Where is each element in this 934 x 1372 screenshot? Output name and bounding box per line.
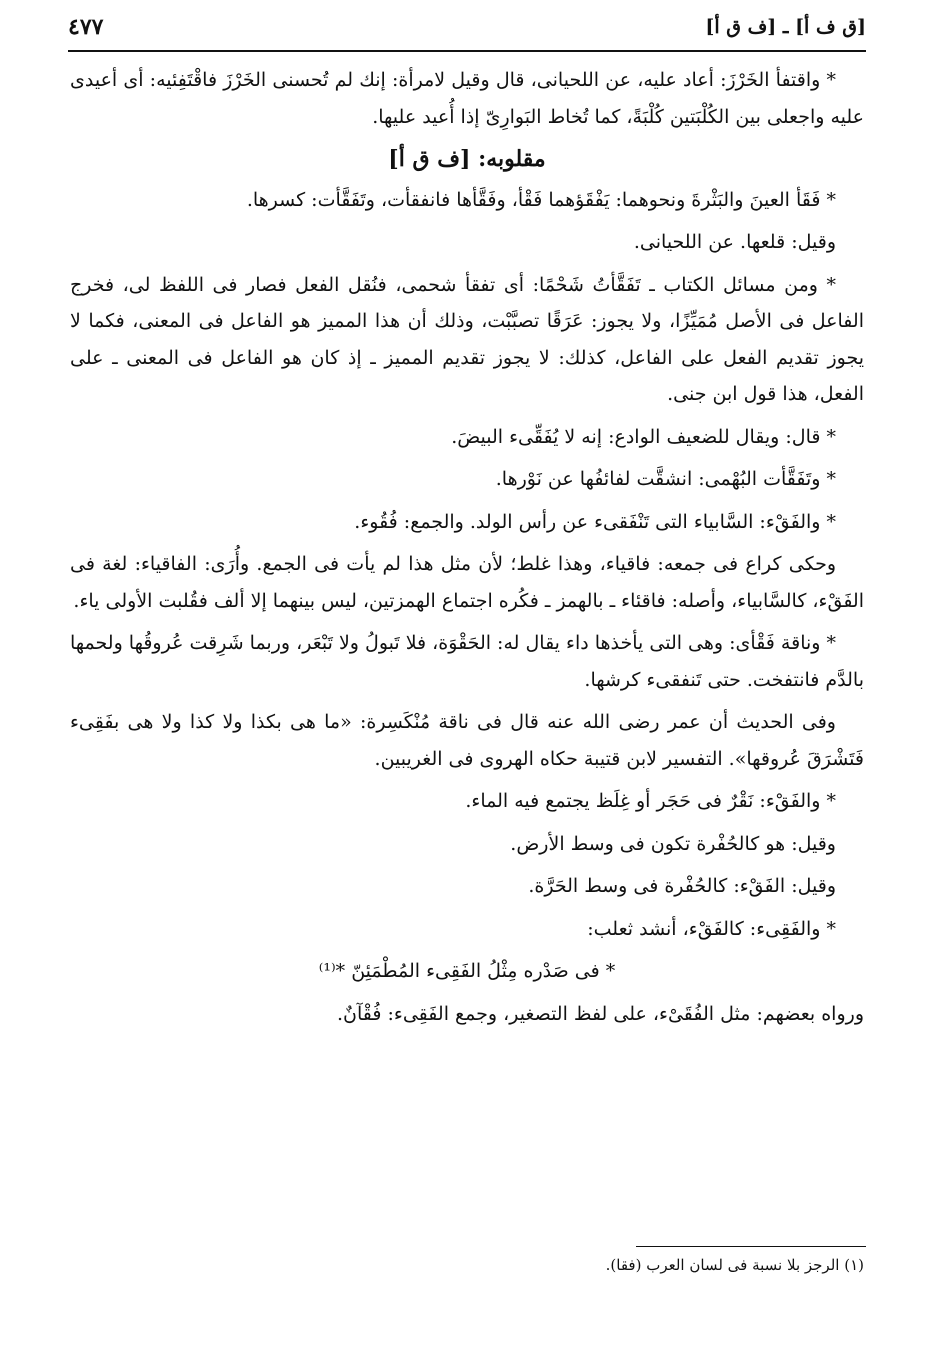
paragraph-hadith: وفى الحديث أن عمر رضى الله عنه قال فى ناقة مُنْكَسِرة: «ما هى بكذا ولا كذا ولا هى بفَقِىء فَتَشْرَقَ عُروقها». التفسير لابن قتيبة حكاه الهروى فى الغريبين. bbox=[70, 711, 864, 770]
verse-line: * فى صَدْره مِثْلُ الفَقِىء المُطْمَئِنّ *⁽¹⁾ bbox=[318, 960, 616, 982]
paragraph-naqr: * والفَقْء: نَقْرٌ فى حَجَر أو غِلَظ يجتمع فيه الماء. bbox=[465, 790, 836, 812]
paragraph-kura: وحكى كراع فى جمعه: فاقياء، وهذا غلط؛ لأن مثل هذا لم يأت فى الجمع. وأُرَى: الفاقياء: لغة فى الفَقْء، كالسَّابياء، وأصله: فاقئاء ـ بالهمز ـ فكُره اجتماع الهمزتين، ليس بينهما إلا ألف فقُلبت الأولى ياء. bbox=[70, 553, 864, 612]
footnote: (١) الرجز بلا نسبة فى لسان العرب (فقا). bbox=[605, 1256, 864, 1274]
paragraph-buhma: * وتَفَقَّأت البُهْمى: انشقَّت لفائفُها عن نَوْرها. bbox=[495, 468, 836, 490]
main-text bbox=[70, 62, 864, 1038]
paragraph-faq: * والفَقْء: السَّابياء التى تَنْفَقىء عن رأس الولد. والجمع: فُقُوء. bbox=[354, 510, 836, 533]
page-number: ٤٧٧ bbox=[68, 14, 104, 40]
paragraph-qalaha: وقيل: قلعها. عن اللحيانى. bbox=[633, 231, 836, 253]
paragraph-iqtafa: * واقتفأ الخَرْزَ: أعاد عليه، عن اللحيانى، قال وقيل لامرأة: إنك لم تُحسنى الخَرْزَ فاقْتَفِئيه: أى أعيدى عليه واجعلى بين الكُلْبَتين كُلْبَةً، كما تُخاط البَوارِىّ إذا أُعيد عليها. bbox=[70, 69, 864, 128]
section-heading: مقلوبه: [ف ق أ] bbox=[388, 146, 546, 172]
paragraph-faqa: * فَقَأ العينَ والبَثْرةَ ونحوهما: يَفْقَؤهما فَقْأ، وفَقَّأها فانفقأت، وتَفَقَّأت: كسرها. bbox=[246, 188, 836, 211]
footnote-divider bbox=[636, 1246, 866, 1247]
paragraph-naqa: * وناقة فَقْأى: وهى التى يأخذها داء يقال له: الحَقْوَة، فلا تَبولُ ولا تَبْعَر، وربما شَرِقت عُروقُها ولحمها بالدَّم فانتفخت. حتى تَنفقىء كرشها. bbox=[70, 632, 864, 691]
page-header bbox=[68, 10, 866, 52]
running-head: [ق ف أ] ـ [ف ق أ] bbox=[705, 16, 866, 38]
paragraph-thalab: * والفَقِىء: كالفَقْء، أنشد ثعلب: bbox=[587, 917, 836, 940]
paragraph-daif: * قال: ويقال للضعيف الوادع: إنه لا يُفَقِّىء البيضَ. bbox=[451, 425, 836, 448]
paragraph-masail: * ومن مسائل الكتاب ـ تَفَقَّأتُ شَحْمًا: أى تفقأ شحمى، فنُقل الفعل فصار فى اللفظ لى، فخرج الفاعل فى الأصل مُمَيِّزًا، ولا يجوز: عَرَقًا تصبَّبْت، وذلك أن هذا المميز هو الفاعل فى المعنى، فكما لا يجوز تقديم الفعل على الفاعل، كذلك: لا يجوز تقديم المميز ـ إذ كان هو الفاعل فى المعنى ـ على الفعل، هذا قول ابن جنى. bbox=[70, 273, 864, 405]
paragraph-hufra: وقيل: هو كالحُفْرة تكون فى وسط الأرض. bbox=[510, 832, 836, 855]
paragraph-riwaya: ورواه بعضهم: مثل الفُقَىْء، على لفظ التصغير، وجمع الفَقِىء: فُقْآنٌ. bbox=[337, 1002, 864, 1025]
paragraph-harra: وقيل: الفَقْء: كالحُفْرة فى وسط الحَرَّة. bbox=[528, 875, 836, 897]
